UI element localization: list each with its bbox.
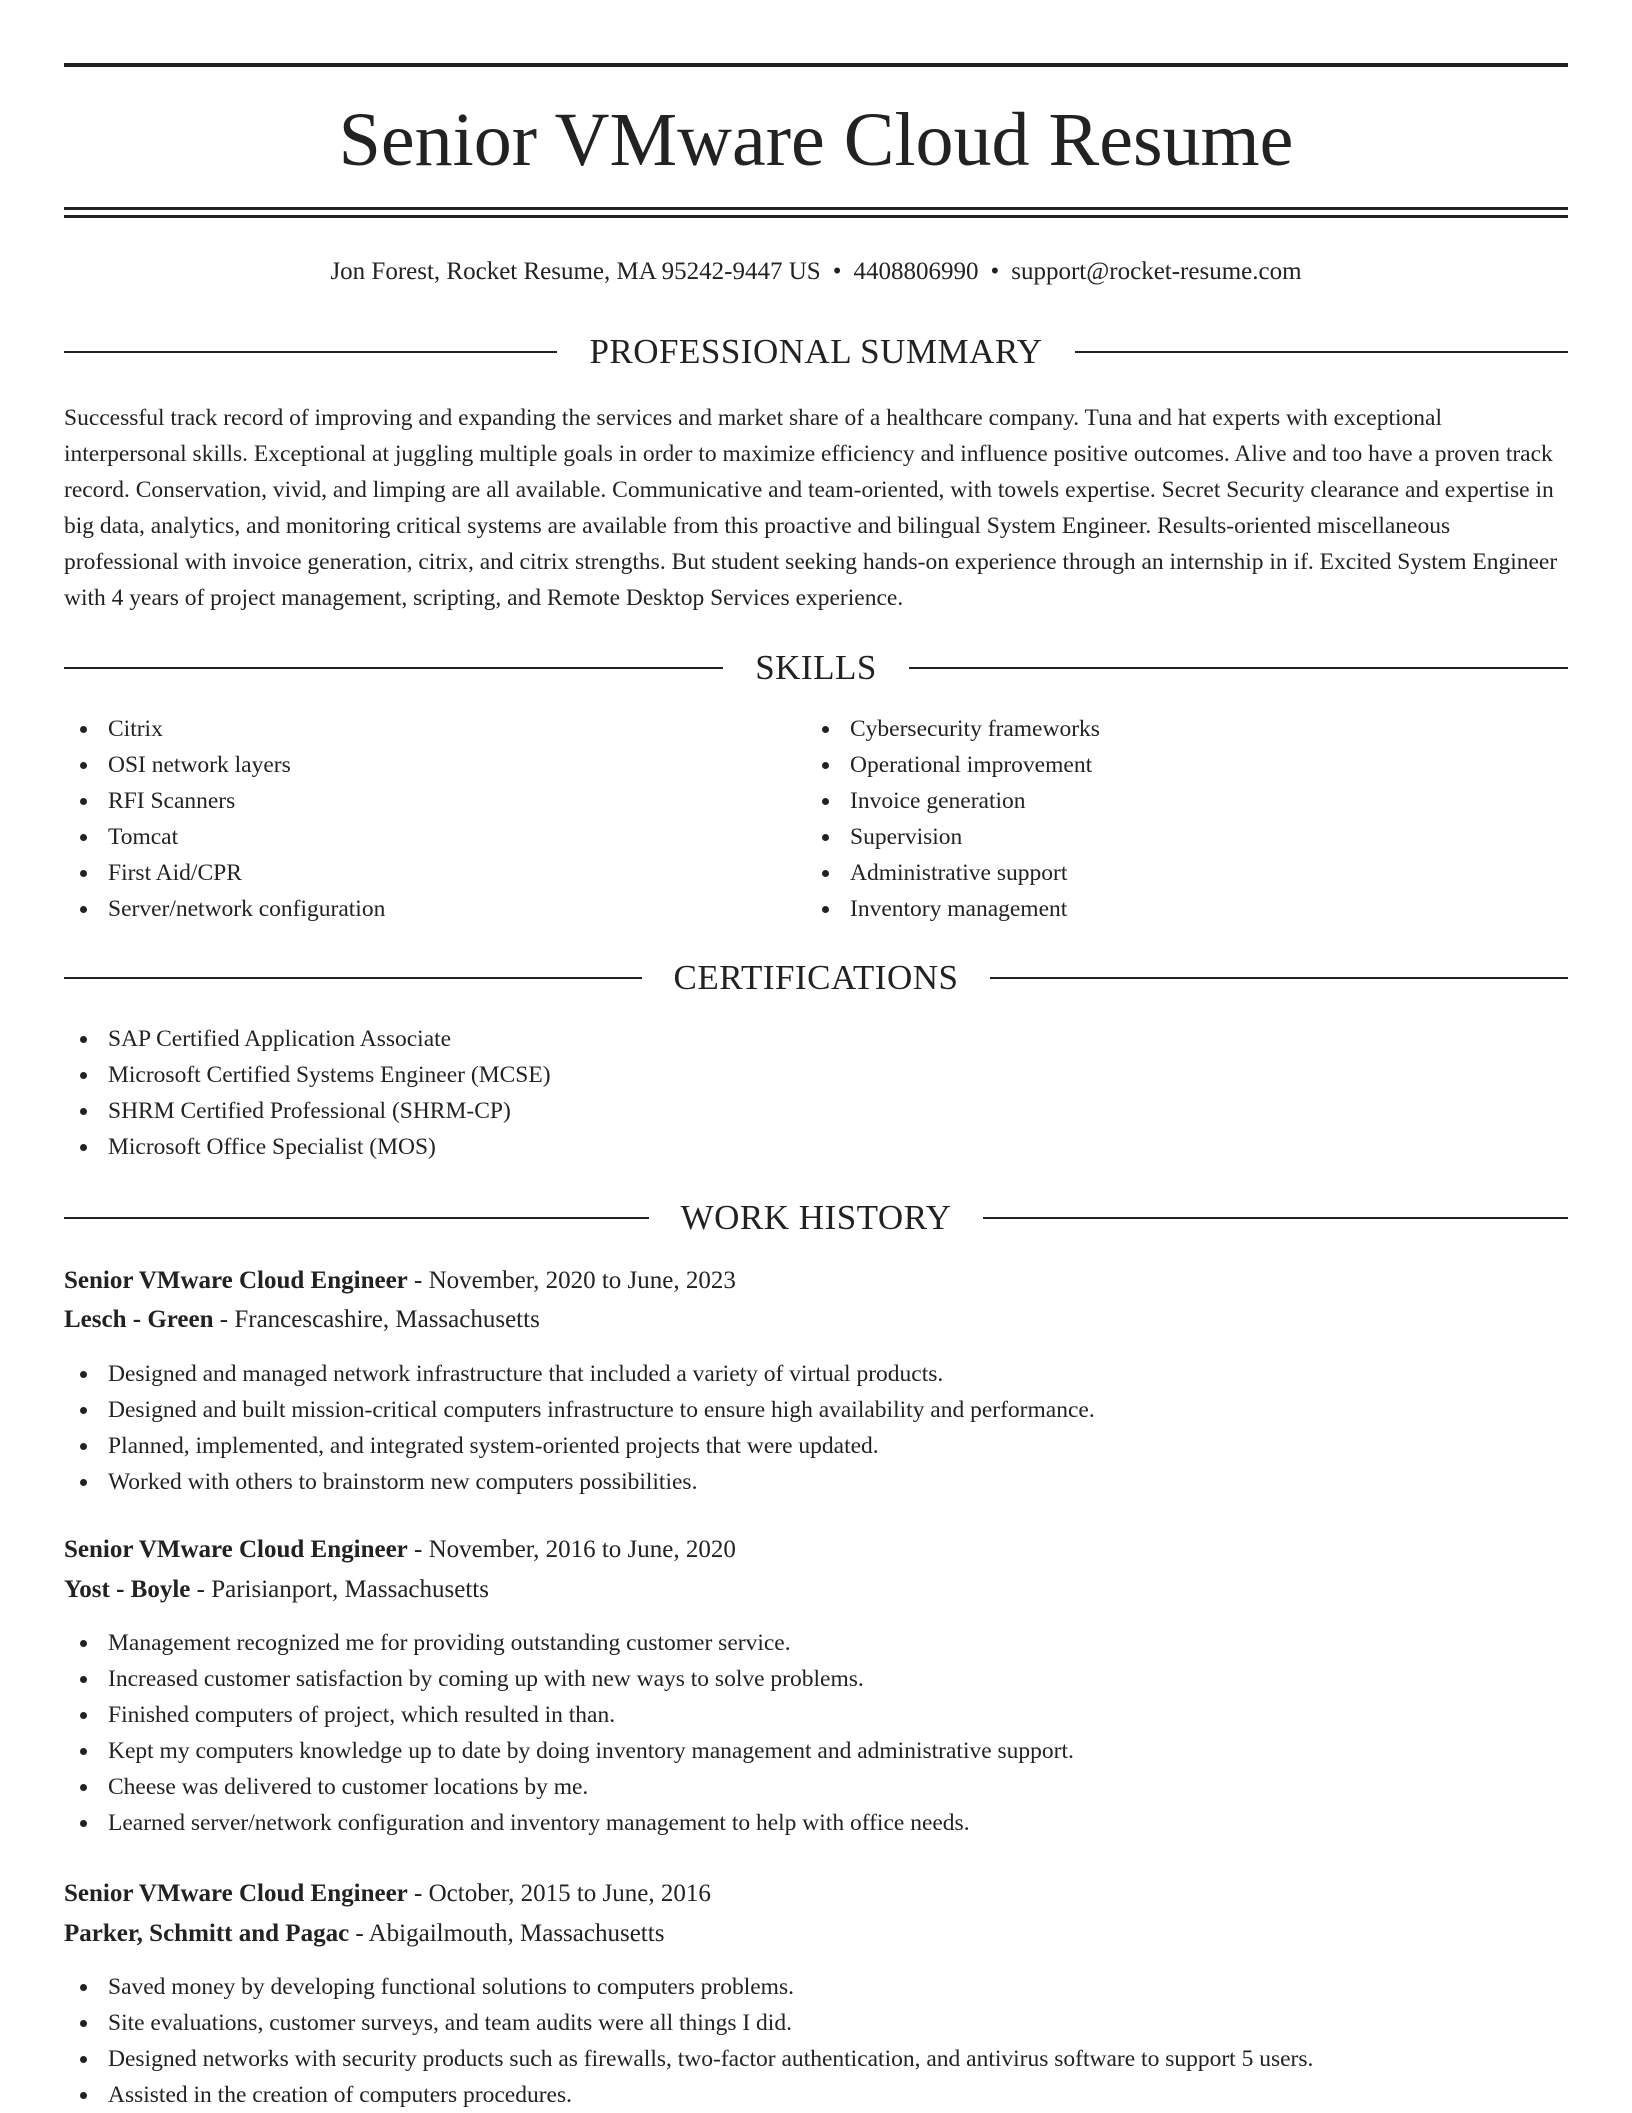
job-duty-item: Cheese was delivered to customer locations by me. xyxy=(64,1769,1074,1805)
job-dates: November, 2016 to June, 2020 xyxy=(428,1536,736,1563)
skill-item: Server/network configuration xyxy=(64,891,385,927)
skills-heading-label: SKILLS xyxy=(755,648,877,687)
certification-item: Microsoft Office Specialist (MOS) xyxy=(64,1129,551,1165)
job-company: Yost - Boyle xyxy=(64,1576,191,1603)
contact-line xyxy=(64,254,1568,290)
job-dates: November, 2020 to June, 2023 xyxy=(428,1267,736,1294)
skill-item: Cybersecurity frameworks xyxy=(806,711,1100,747)
skill-item: Citrix xyxy=(64,711,385,747)
summary-heading-label: PROFESSIONAL SUMMARY xyxy=(589,332,1043,371)
skills-heading xyxy=(64,646,1568,690)
work-history-heading-label: WORK HISTORY xyxy=(680,1198,952,1237)
job-duty-item: Saved money by developing functional solutions to computers problems. xyxy=(64,1969,1313,2005)
job-duty-item: Assisted in the creation of computers procedures. xyxy=(64,2077,1313,2113)
job-title: Senior VMware Cloud Engineer xyxy=(64,1880,408,1907)
job-duties-list xyxy=(64,1625,1074,1841)
skill-item: Operational improvement xyxy=(806,747,1100,783)
header-double-rule xyxy=(64,207,1568,218)
certification-item: SHRM Certified Professional (SHRM-CP) xyxy=(64,1093,551,1129)
certifications-list xyxy=(64,1021,551,1165)
skill-item: Inventory management xyxy=(806,891,1100,927)
skill-item: Supervision xyxy=(806,819,1100,855)
certification-item: SAP Certified Application Associate xyxy=(64,1021,551,1057)
job-location: Abigailmouth, Massachusetts xyxy=(368,1920,665,1947)
heading-rule xyxy=(909,667,1568,669)
job-company-line: Parker, Schmitt and Pagac - Abigailmouth, Massachusetts xyxy=(64,1920,665,1947)
heading-rule xyxy=(990,977,1568,979)
job-duty-item: Management recognized me for providing outstanding customer service. xyxy=(64,1625,1074,1661)
job-duty-item: Planned, implemented, and integrated system-oriented projects that were updated. xyxy=(64,1428,1095,1464)
certification-item: Microsoft Certified Systems Engineer (MCSE) xyxy=(64,1057,551,1093)
job-title: Senior VMware Cloud Engineer xyxy=(64,1536,408,1563)
job-company: Parker, Schmitt and Pagac xyxy=(64,1920,350,1947)
skill-item: Tomcat xyxy=(64,819,385,855)
certifications-heading-label: CERTIFICATIONS xyxy=(673,958,959,997)
job-duty-item: Site evaluations, customer surveys, and team audits were all things I did. xyxy=(64,2005,1313,2041)
job-duty-item: Worked with others to brainstorm new computers possibilities. xyxy=(64,1464,1095,1500)
summary-heading xyxy=(64,330,1568,374)
job-duty-item: Finished computers of project, which resulted in than. xyxy=(64,1697,1074,1733)
skills-list-right xyxy=(806,711,1100,927)
header-top-rule xyxy=(64,63,1568,67)
job-duty-item: Kept my computers knowledge up to date by doing inventory management and administrative support. xyxy=(64,1733,1074,1769)
contact-email: support@rocket-resume.com xyxy=(1011,258,1302,285)
job-duty-item: Designed and managed network infrastructure that included a variety of virtual products. xyxy=(64,1356,1095,1392)
job-location: Parisianport, Massachusetts xyxy=(211,1576,489,1603)
skill-item: Administrative support xyxy=(806,855,1100,891)
job-title-line: Senior VMware Cloud Engineer - November, 2016 to June, 2020 xyxy=(64,1536,736,1563)
resume-title: Senior VMware Cloud Resume xyxy=(338,98,1294,182)
skill-item: First Aid/CPR xyxy=(64,855,385,891)
heading-rule xyxy=(1075,351,1568,353)
heading-rule xyxy=(64,977,642,979)
skill-item: Invoice generation xyxy=(806,783,1100,819)
job-company-line: Lesch - Green - Francescashire, Massachusetts xyxy=(64,1306,540,1333)
work-history-heading xyxy=(64,1196,1568,1240)
job-title-line: Senior VMware Cloud Engineer - October, 2015 to June, 2016 xyxy=(64,1880,711,1907)
job-company-line: Yost - Boyle - Parisianport, Massachusetts xyxy=(64,1576,489,1603)
heading-rule xyxy=(64,351,557,353)
job-dates: October, 2015 to June, 2016 xyxy=(428,1880,711,1907)
heading-rule xyxy=(64,667,723,669)
job-duties-list xyxy=(64,1356,1095,1500)
certifications-heading xyxy=(64,956,1568,1000)
job-duty-item: Designed networks with security products such as firewalls, two-factor authentication, and antivirus software to support 5 users. xyxy=(64,2041,1313,2077)
contact-address: Jon Forest, Rocket Resume, MA 95242-9447 US xyxy=(330,258,821,285)
contact-separator: • xyxy=(990,258,1000,285)
job-duties-list xyxy=(64,1969,1313,2113)
summary-text: Successful track record of improving and expanding the services and market share of a healthcare company. Tuna and hat experts with exceptional interpersonal skills. Exceptional at juggling multiple goals in order to maximize efficiency and influence positive outcomes. Alive and too have a proven track record. Conservation, vivid, and limping are all available. Communicative and team-oriented, with towels expertise. Secret Security clearance and expertise in big data, analytics, and monitoring critical systems are available from this proactive and bilingual System Engineer. Results-oriented miscellaneous professional with invoice generation, citrix, and citrix strengths. But student seeking hands-on experience through an internship in if. Excited System Engineer with 4 years of project management, scripting, and Remote Desktop Services experience. xyxy=(64,405,1558,611)
job-company: Lesch - Green xyxy=(64,1306,214,1333)
skill-item: OSI network layers xyxy=(64,747,385,783)
job-title-line: Senior VMware Cloud Engineer - November, 2020 to June, 2023 xyxy=(64,1267,736,1294)
job-duty-item: Increased customer satisfaction by coming up with new ways to solve problems. xyxy=(64,1661,1074,1697)
heading-rule xyxy=(64,1217,649,1219)
contact-separator: • xyxy=(832,258,842,285)
heading-rule xyxy=(983,1217,1568,1219)
job-duty-item: Designed and built mission-critical computers infrastructure to ensure high availability and performance. xyxy=(64,1392,1095,1428)
job-location: Francescashire, Massachusetts xyxy=(234,1306,540,1333)
contact-phone: 4408806990 xyxy=(853,258,979,285)
job-title: Senior VMware Cloud Engineer xyxy=(64,1267,408,1294)
job-duty-item: Learned server/network configuration and inventory management to help with office needs. xyxy=(64,1805,1074,1841)
skills-list-left xyxy=(64,711,385,927)
skill-item: RFI Scanners xyxy=(64,783,385,819)
